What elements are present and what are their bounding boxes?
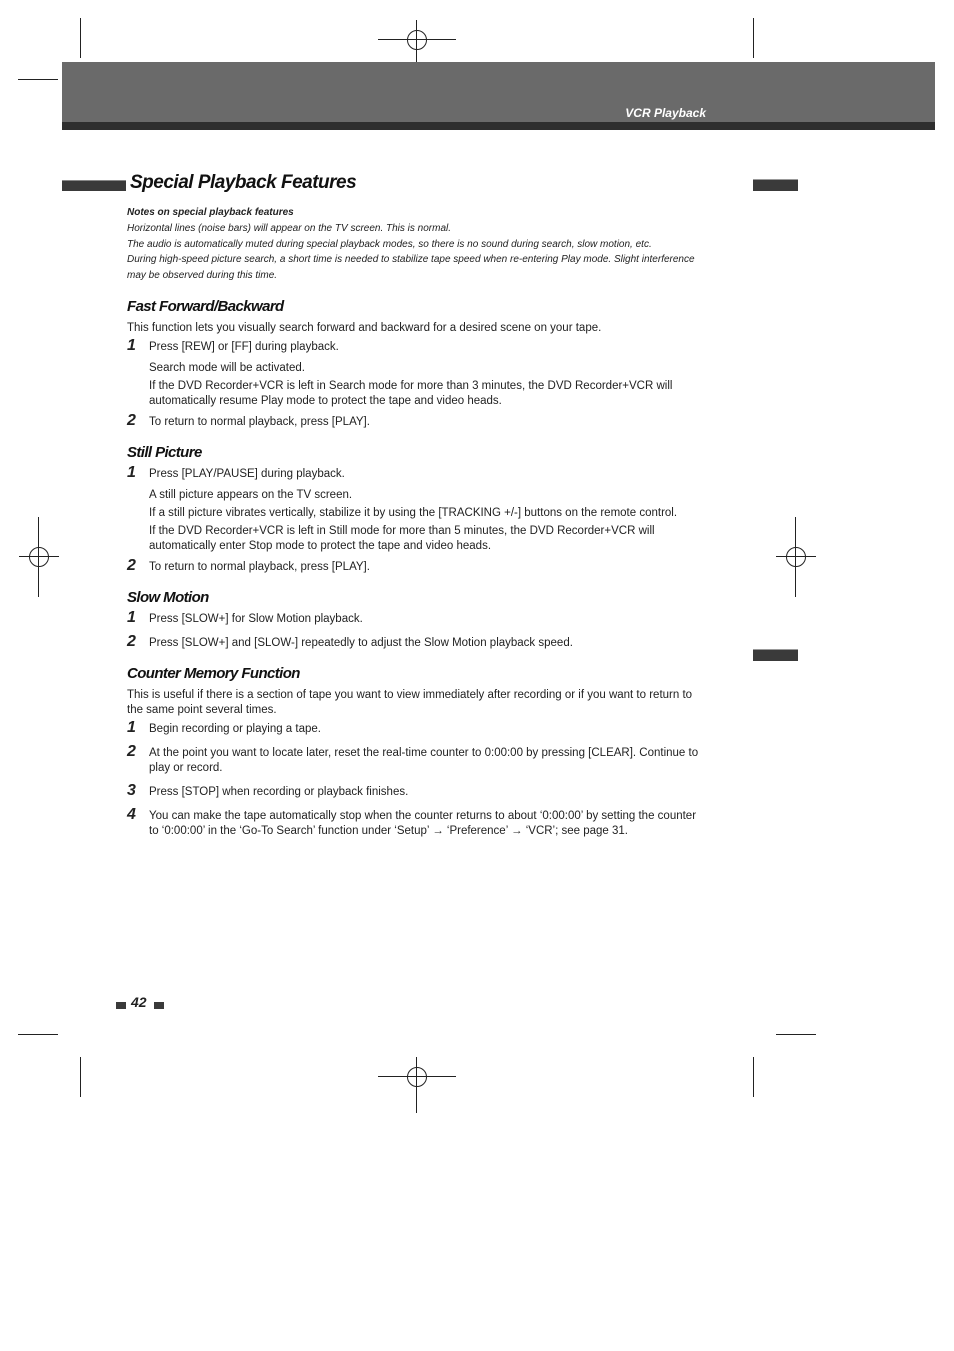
step-number: 2: [127, 632, 136, 650]
section-heading-fast-forward: Fast Forward/Backward: [127, 297, 284, 315]
step-item: [127, 608, 702, 627]
step-number: 1: [127, 463, 136, 481]
step-text: Press [SLOW+] and [SLOW-] repeatedly to adjust the Slow Motion playback speed.: [149, 636, 573, 649]
section-heading-still-picture: Still Picture: [127, 443, 202, 461]
notes-line: During high-speed picture search, a short time is needed to stabilize tape speed when re-entering Play mode. Slight interference may be observed during this time.: [127, 254, 695, 282]
section-heading-counter-memory: Counter Memory Function: [127, 664, 300, 682]
step-number: 1: [127, 336, 136, 354]
step-item: [127, 781, 702, 800]
step-text: To return to normal playback, press [PLAY].: [149, 560, 370, 573]
step-number: 2: [127, 742, 136, 760]
crop-mark: [80, 1057, 81, 1097]
step-text: Begin recording or playing a tape.: [149, 722, 321, 735]
header-rule: [62, 122, 935, 130]
step-number: 2: [127, 411, 136, 429]
step-text: You can make the tape automatically stop when the counter returns to about ‘0:00:00’ by setting the counter to ‘0:00:00’ in the ‘Go-To Search’ function under ‘Setup’ → ‘Preference’ → ‘VCR’; see page 31.: [149, 809, 697, 837]
notes-line: The audio is automatically muted during special playback modes, so there is no sound during search, slow motion, etc.: [127, 238, 652, 250]
step-note: If the DVD Recorder+VCR is left in Search mode for more than 3 minutes, the DVD Recorder+VCR will automatically resume Play mode to protect the tape and video heads.: [149, 379, 673, 407]
page-title: Special Playback Features: [130, 172, 357, 193]
step-number: 2: [127, 556, 136, 574]
step-text: Press [SLOW+] for Slow Motion playback.: [149, 612, 363, 625]
header-band: [62, 62, 935, 122]
section-label: VCR Playback: [625, 106, 706, 120]
step-text: Press [STOP] when recording or playback finishes.: [149, 785, 409, 798]
step-item: [127, 718, 702, 737]
step-number: 3: [127, 781, 136, 799]
page-number: 42: [131, 994, 147, 1010]
step-note: Search mode will be activated.: [149, 361, 305, 374]
step-item: [127, 632, 702, 651]
step-text: Press [REW] or [FF] during playback.: [149, 340, 339, 353]
crop-mark: [753, 1057, 754, 1097]
step-note: A still picture appears on the TV screen.: [149, 488, 353, 501]
step-number: 4: [127, 805, 136, 823]
step-number: 1: [127, 718, 136, 736]
step-text: To return to normal playback, press [PLAY].: [149, 415, 370, 428]
crop-mark: [18, 1034, 58, 1035]
crop-mark: [18, 79, 58, 80]
step-note: If a still picture vibrates vertically, stabilize it by using the [TRACKING +/-] buttons on the remote control.: [149, 506, 678, 519]
side-tab-marker: [753, 649, 798, 661]
page-number-marker: [116, 1002, 126, 1009]
crop-mark: [80, 18, 81, 58]
crop-mark: [753, 18, 754, 58]
main-content: [127, 205, 702, 845]
title-accent-bar: [62, 180, 126, 191]
step-item: [127, 556, 702, 575]
step-item: [127, 463, 702, 482]
page-number-marker: [154, 1002, 164, 1009]
registration-mark-right: [776, 517, 816, 597]
side-tab-marker: [753, 179, 798, 191]
registration-mark-left: [19, 517, 59, 597]
crop-mark: [776, 1034, 816, 1035]
step-note: If the DVD Recorder+VCR is left in Still mode for more than 5 minutes, the DVD Recorder+VCR will automatically enter Stop mode to protect the tape and video heads.: [149, 524, 655, 552]
section-intro: This function lets you visually search forward and backward for a desired scene on your tape.: [127, 321, 602, 334]
section-heading-slow-motion: Slow Motion: [127, 588, 209, 606]
step-number: 1: [127, 608, 136, 626]
step-text: At the point you want to locate later, reset the real-time counter to 0:00:00 by pressing [CLEAR]. Continue to play or record.: [149, 746, 699, 774]
notes-heading: Notes on special playback features: [127, 207, 294, 218]
step-item: [127, 336, 702, 355]
registration-mark-bottom: [378, 1057, 456, 1113]
step-item: [127, 805, 702, 839]
step-text: Press [PLAY/PAUSE] during playback.: [149, 467, 345, 480]
notes-block: [127, 205, 702, 284]
section-intro: This is useful if there is a section of tape you want to view immediately after recording or if you want to return to the same point several times.: [127, 688, 693, 716]
step-item: [127, 411, 702, 430]
notes-line: Horizontal lines (noise bars) will appear on the TV screen. This is normal.: [127, 222, 452, 234]
step-item: [127, 742, 702, 776]
